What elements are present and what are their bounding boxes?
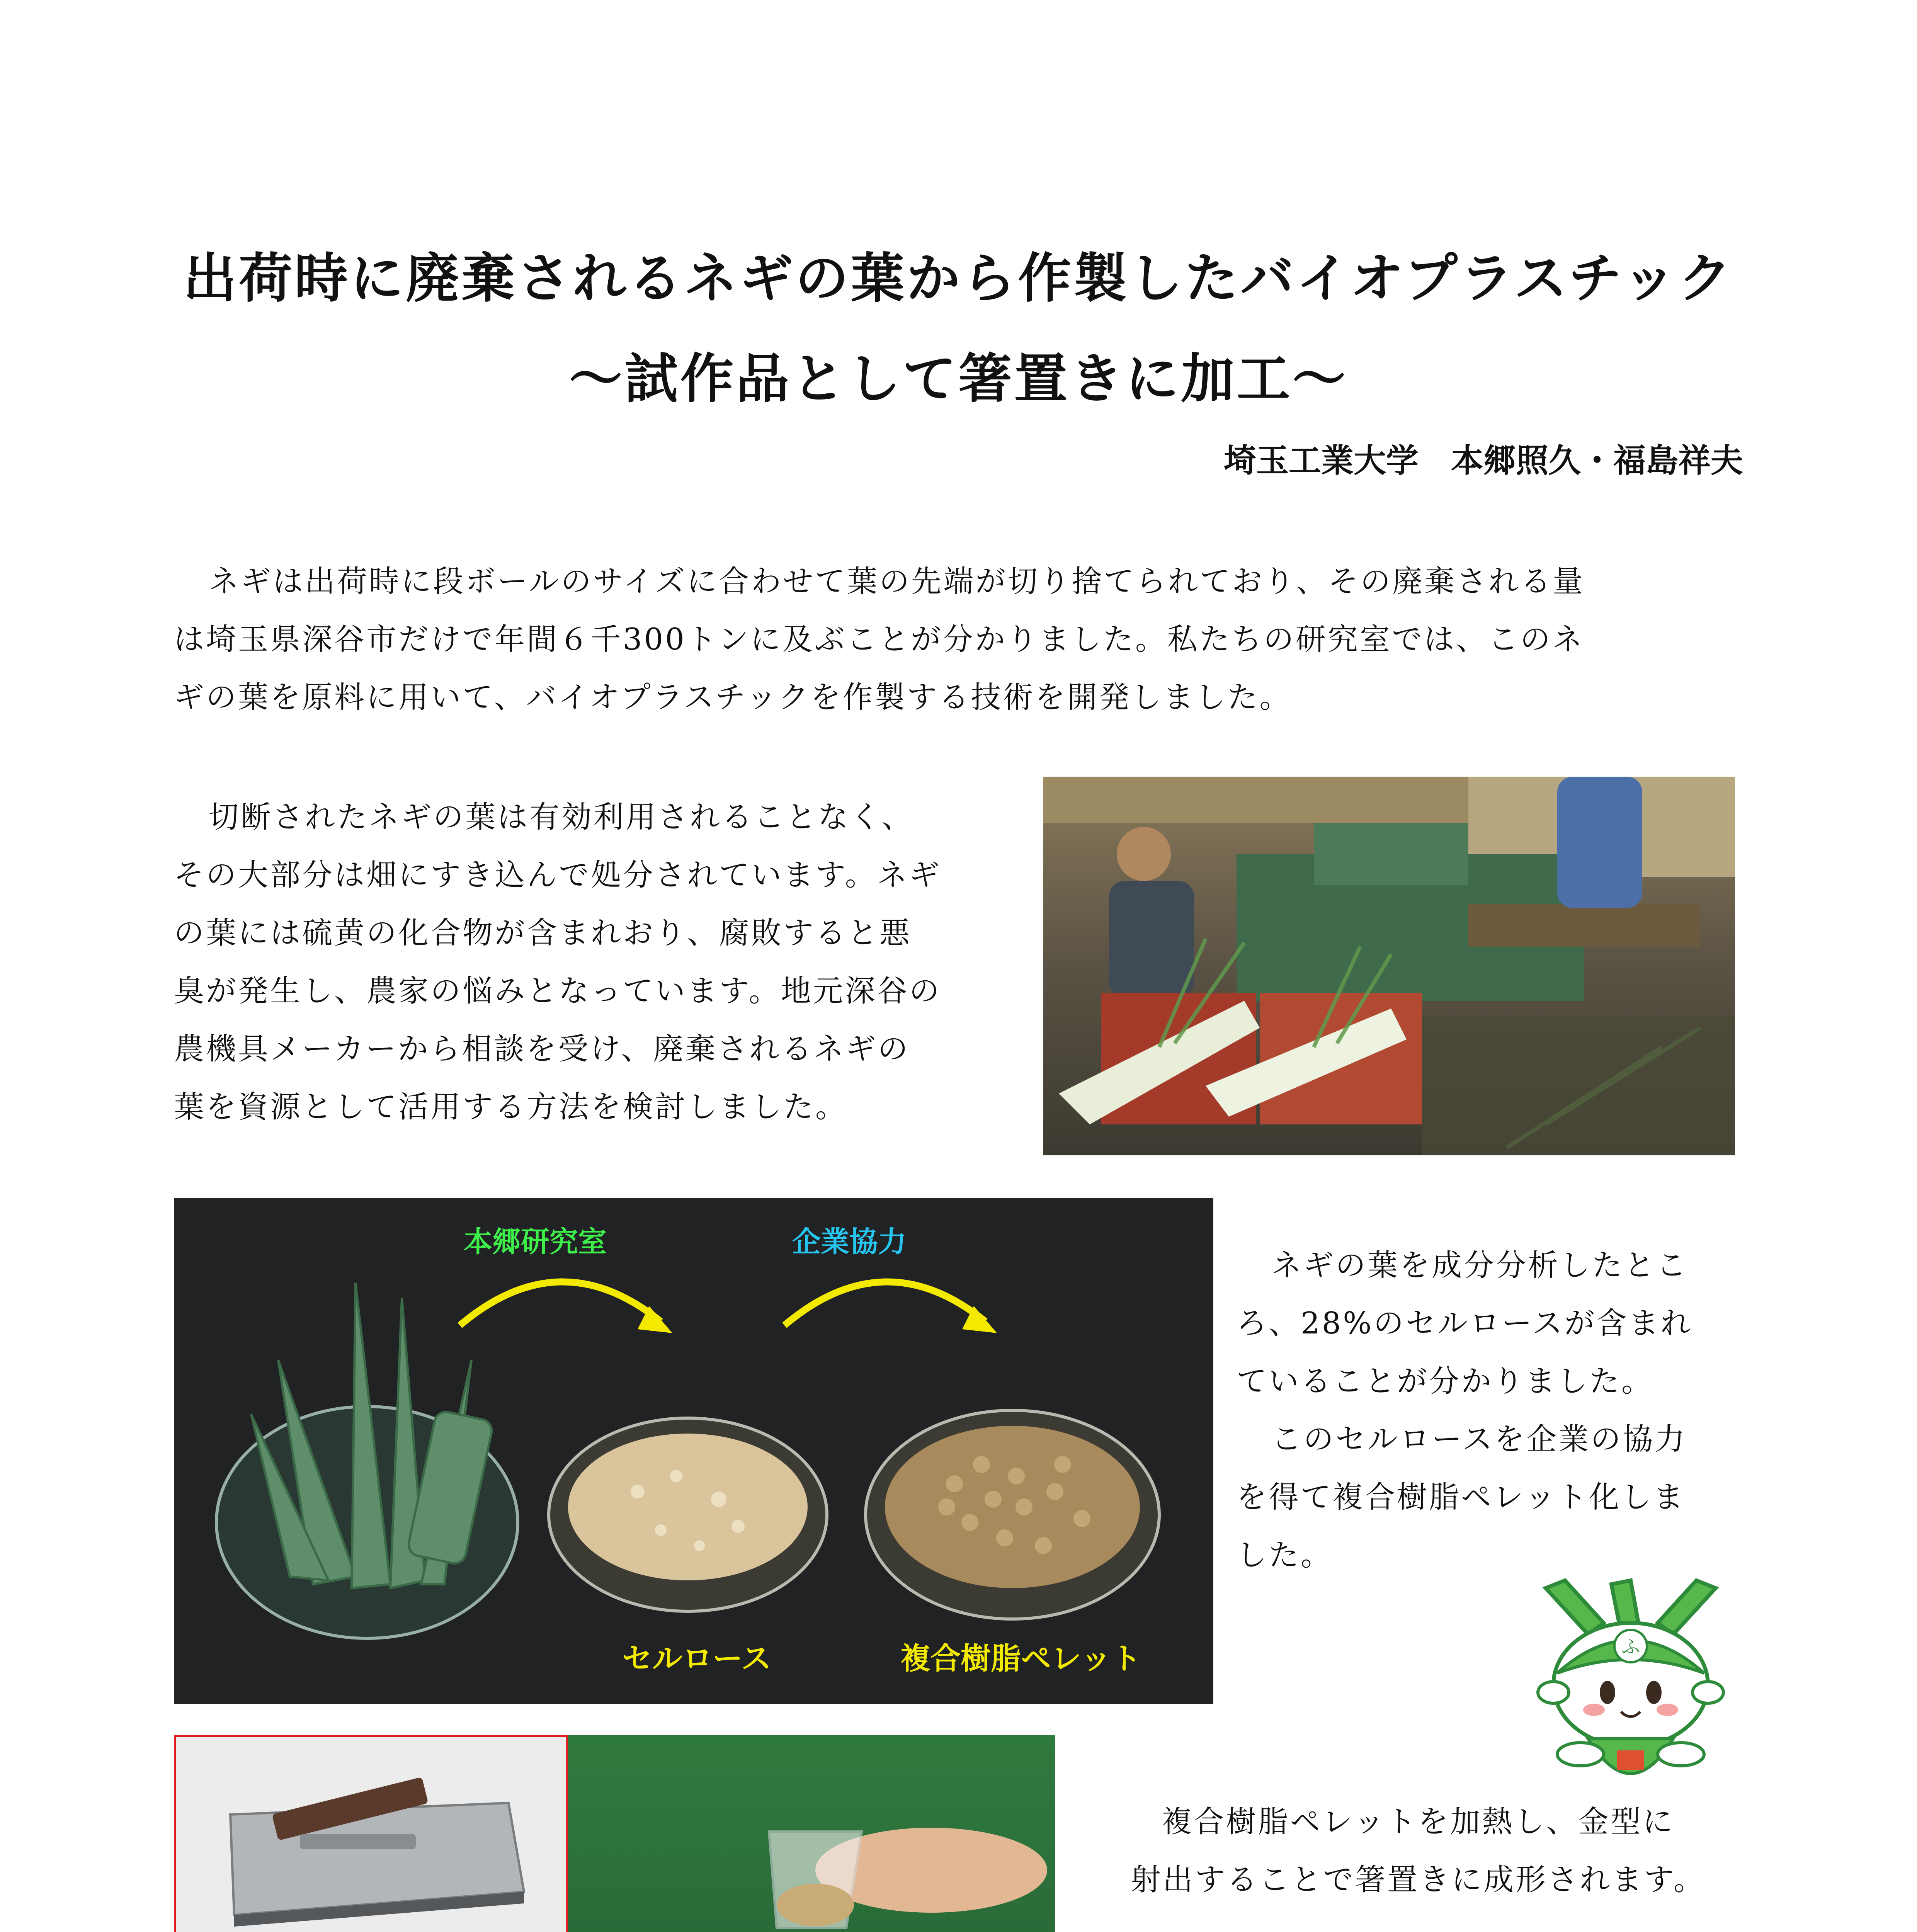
section1-line: 切断されたネギの葉は有効利用されることなく、 (209, 800, 914, 835)
arrow1-label: 本郷研究室 (464, 1225, 607, 1259)
mascot-badge: ふ (1621, 1636, 1640, 1658)
section2-line: した。 (1237, 1538, 1333, 1573)
intro-paragraph (174, 553, 1750, 726)
section1-line: 臭が発生し、農家の悩みとなっています。地元深谷の (174, 974, 941, 1009)
section2-line: ネギの葉を成分分析したとこ (1271, 1248, 1689, 1283)
section1-line: 葉を資源として活用する方法を検討しました。 (174, 1090, 848, 1124)
section2-line: ろ、28%のセルロースが含まれ (1237, 1306, 1693, 1341)
section3-line: 複合樹脂ペレットを加熱し、金型に (1162, 1804, 1675, 1839)
page-title: 出荷時に廃棄されるネギの葉から作製したバイオプラスチック (183, 247, 1734, 310)
mascot-image (1522, 1569, 1739, 1808)
page-subtitle: 〜試作品として箸置きに加工〜 (569, 348, 1348, 410)
cellulose-pile (568, 1434, 808, 1580)
section3-line: 射出することで箸置きに成形されます。 (1131, 1862, 1706, 1897)
intro-line: ギの葉を原料に用いて、バイオプラスチックを作製する技術を開発しました。 (174, 680, 1292, 715)
process-photo (174, 1198, 1213, 1704)
mold-inset-photo (174, 1735, 568, 1932)
intro-line: は埼玉県深谷市だけで年間６千300トンに及ぶことが分かりました。私たちの研究室では、このネ (174, 622, 1584, 657)
farm-photo (1043, 777, 1735, 1155)
intro-line: ネギは出荷時に段ボールのサイズに合わせて葉の先端が切り捨てられており、その廃棄される量 (209, 564, 1585, 599)
machine-photo (174, 1735, 1055, 1932)
section1-line: の葉には硫黄の化合物が含まれおり、腐敗すると悪 (174, 916, 912, 951)
section2-paragraph (1237, 1236, 1754, 1584)
section2-line: を得て複合樹脂ペレット化しま (1237, 1480, 1686, 1515)
section2-line: ていることが分かりました。 (1237, 1364, 1654, 1399)
pellet-pile (885, 1426, 1140, 1588)
section3-paragraph (1078, 1793, 1758, 1909)
section1-line: 農機具メーカーから相談を受け、廃棄されるネギの (174, 1032, 910, 1066)
pellet-label: 複合樹脂ペレット (900, 1641, 1141, 1676)
authors: 埼玉工業大学 本郷照久・福島祥夫 (1223, 442, 1743, 480)
section1-paragraph (174, 788, 1024, 1136)
section1-line: その大部分は畑にすき込んで処分されています。ネギ (174, 858, 941, 893)
arrow2-label: 企業協力 (792, 1225, 907, 1259)
section2-line: このセルロースを企業の協力 (1271, 1422, 1687, 1457)
cellulose-label: セルロース (622, 1641, 772, 1676)
